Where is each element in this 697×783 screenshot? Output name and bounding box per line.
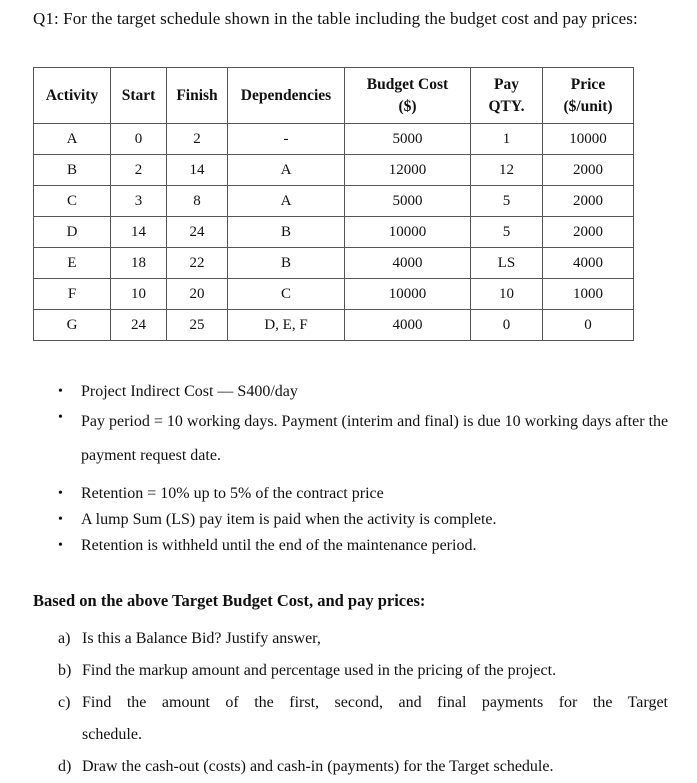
header-pay-qty-line1: Pay	[494, 75, 519, 93]
question-mark: a)	[58, 630, 71, 647]
cell-dependencies: B	[228, 217, 345, 248]
cell-finish: 8	[167, 186, 228, 217]
cell-budget: 5000	[345, 124, 471, 155]
cell-activity: A	[34, 124, 111, 155]
cell-budget: 4000	[345, 310, 471, 341]
cell-finish: 25	[167, 310, 228, 341]
header-dependencies: Dependencies	[228, 68, 345, 124]
question-mark: d)	[58, 758, 72, 775]
bullet-icon: •	[58, 512, 63, 527]
header-budget-cost-line2: ($)	[398, 97, 417, 115]
note-text: Retention = 10% up to 5% of the contract price	[81, 485, 384, 502]
cell-activity: G	[34, 310, 111, 341]
header-budget-cost-line1: Budget Cost	[366, 75, 449, 93]
cell-budget: 10000	[345, 279, 471, 310]
list-item	[58, 687, 668, 751]
cell-start: 0	[111, 124, 167, 155]
schedule-table	[33, 67, 634, 341]
list-item	[58, 533, 673, 559]
question-text: Is this a Balance Bid? Justify answer,	[82, 630, 321, 647]
cell-start: 2	[111, 155, 167, 186]
header-price	[543, 68, 634, 124]
cell-start: 10	[111, 279, 167, 310]
cell-qty: 0	[471, 310, 543, 341]
question-intro: Q1: For the target schedule shown in the table including the budget cost and pay prices:	[33, 9, 638, 28]
question-text-line2: schedule.	[82, 726, 142, 743]
list-item	[58, 623, 668, 655]
bullet-icon: •	[58, 410, 63, 425]
table-row	[34, 248, 634, 279]
list-item	[58, 655, 668, 687]
cell-dependencies: A	[228, 155, 345, 186]
table-header-row	[34, 68, 634, 124]
cell-dependencies: B	[228, 248, 345, 279]
cell-dependencies: -	[228, 124, 345, 155]
cell-qty: LS	[471, 248, 543, 279]
sub-title: Based on the above Target Budget Cost, and pay prices:	[33, 591, 426, 610]
list-item	[58, 507, 673, 533]
question-text: Draw the cash-out (costs) and cash-in (payments) for the Target schedule.	[82, 758, 554, 775]
questions-list	[58, 623, 668, 783]
table-row	[34, 217, 634, 248]
question-text-line1: Find the amount of the first, second, and final payments for the Target	[82, 694, 668, 711]
list-item	[58, 405, 673, 473]
header-price-line2: ($/unit)	[563, 97, 613, 115]
cell-price: 2000	[543, 155, 634, 186]
cell-price: 4000	[543, 248, 634, 279]
cell-price: 1000	[543, 279, 634, 310]
cell-finish: 2	[167, 124, 228, 155]
table-row	[34, 124, 634, 155]
question-text: Find the markup amount and percentage used in the pricing of the project.	[82, 662, 557, 679]
cell-start: 24	[111, 310, 167, 341]
cell-budget: 4000	[345, 248, 471, 279]
list-item	[58, 481, 673, 507]
cell-qty: 1	[471, 124, 543, 155]
cell-finish: 20	[167, 279, 228, 310]
cell-price: 0	[543, 310, 634, 341]
header-pay-qty-line2: QTY.	[488, 97, 525, 115]
cell-activity: D	[34, 217, 111, 248]
header-budget-cost	[345, 68, 471, 124]
header-pay-qty	[471, 68, 543, 124]
list-item	[58, 751, 668, 783]
cell-dependencies: D, E, F	[228, 310, 345, 341]
table-row	[34, 310, 634, 341]
bullet-icon: •	[58, 384, 63, 399]
note-text: Project Indirect Cost — S400/day	[81, 383, 298, 400]
cell-activity: C	[34, 186, 111, 217]
table-row	[34, 155, 634, 186]
table-row	[34, 186, 634, 217]
question-mark: c)	[58, 694, 71, 711]
question-mark: b)	[58, 662, 72, 679]
table-row	[34, 279, 634, 310]
bullet-icon: •	[58, 486, 63, 501]
header-price-line1: Price	[570, 75, 606, 93]
cell-activity: B	[34, 155, 111, 186]
cell-activity: E	[34, 248, 111, 279]
list-item	[58, 379, 673, 405]
notes-list	[58, 379, 673, 559]
note-text: Pay period = 10 working days. Payment (interim and final) is due 10 working days after the payment request date.	[81, 413, 669, 464]
cell-finish: 14	[167, 155, 228, 186]
note-text: A lump Sum (LS) pay item is paid when the activity is complete.	[81, 511, 497, 528]
bullet-icon: •	[58, 538, 63, 553]
cell-qty: 12	[471, 155, 543, 186]
header-start: Start	[111, 68, 167, 124]
cell-price: 10000	[543, 124, 634, 155]
cell-dependencies: C	[228, 279, 345, 310]
cell-budget: 5000	[345, 186, 471, 217]
cell-start: 14	[111, 217, 167, 248]
cell-qty: 10	[471, 279, 543, 310]
cell-activity: F	[34, 279, 111, 310]
cell-finish: 24	[167, 217, 228, 248]
cell-price: 2000	[543, 186, 634, 217]
cell-finish: 22	[167, 248, 228, 279]
cell-price: 2000	[543, 217, 634, 248]
header-finish: Finish	[167, 68, 228, 124]
header-activity: Activity	[34, 68, 111, 124]
cell-qty: 5	[471, 186, 543, 217]
cell-qty: 5	[471, 217, 543, 248]
cell-start: 3	[111, 186, 167, 217]
cell-budget: 12000	[345, 155, 471, 186]
note-text: Retention is withheld until the end of the maintenance period.	[81, 537, 477, 554]
cell-dependencies: A	[228, 186, 345, 217]
cell-start: 18	[111, 248, 167, 279]
cell-budget: 10000	[345, 217, 471, 248]
